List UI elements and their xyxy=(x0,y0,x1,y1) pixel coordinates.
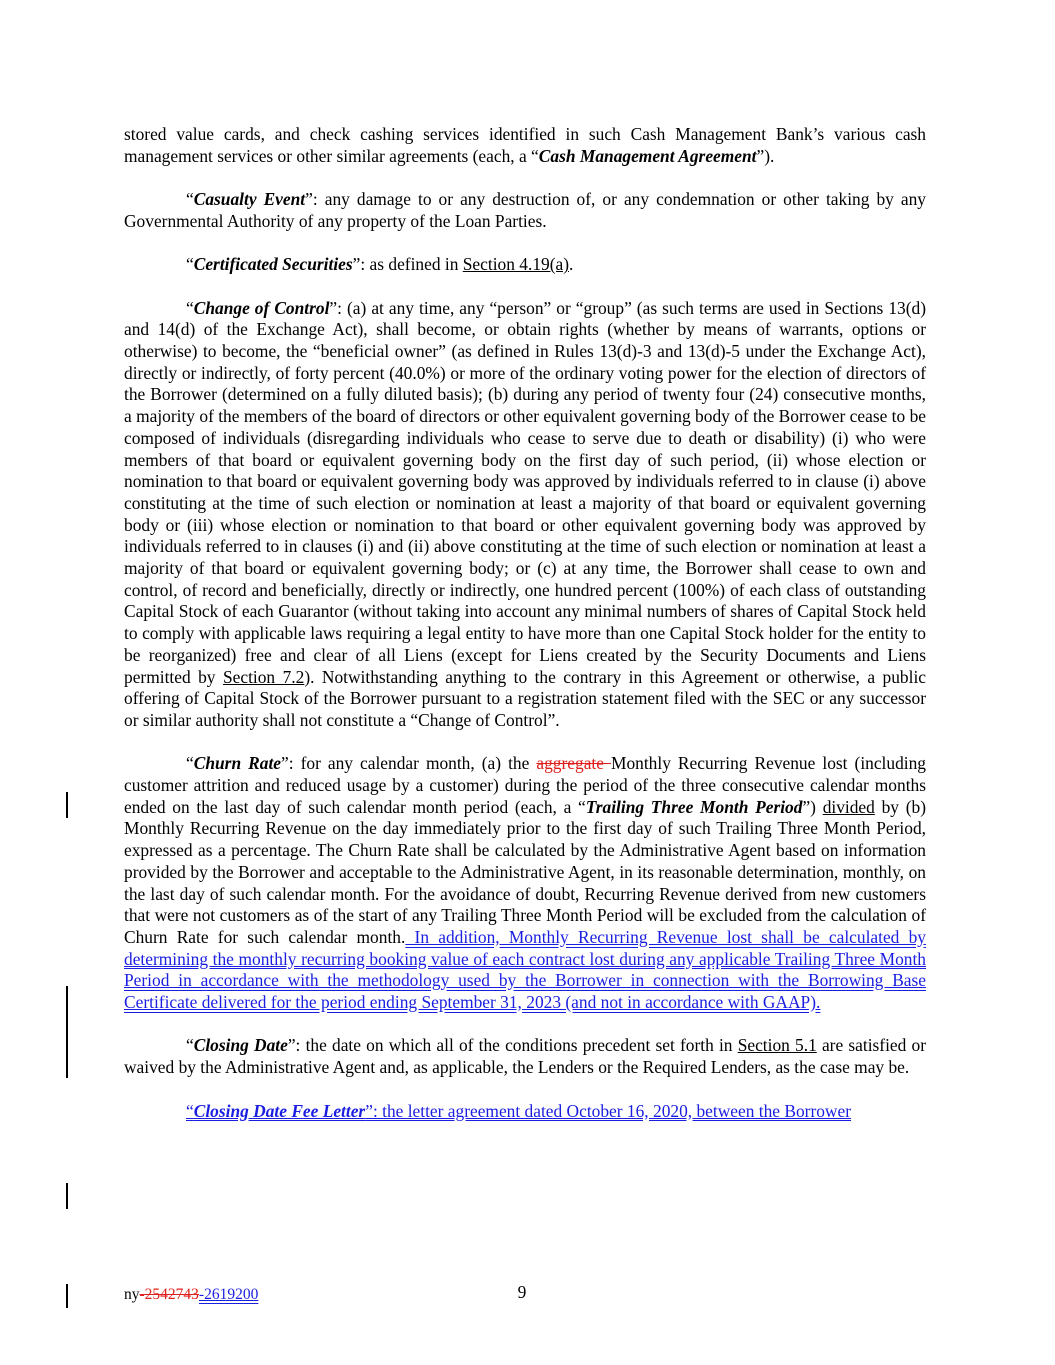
inserted-doc-id: -2619200 xyxy=(198,1286,259,1303)
definition-closing-date: “Closing Date”: the date on which all of the conditions precedent set forth in Section 5.1 are satisfied or waived by the Administrative Agent and, as applicable, the Lenders or the Required Lenders, as the case may be. xyxy=(124,1035,927,1078)
defined-term: Certificated Securities xyxy=(193,254,353,275)
page-number: 9 xyxy=(517,1282,527,1302)
inserted-text: “Closing Date Fee Letter”: the letter agreement dated October 16, 2020, between the Borrower xyxy=(186,1100,851,1121)
paragraph-cash-management: stored value cards, and check cashing services identified in such Cash Management Bank’s various cash management services or other similar agreements (each, a “Cash Management Agreement”). xyxy=(124,124,926,166)
definition-certificated-securities: “Certificated Securities”: as defined in Section 4.19(a). xyxy=(186,254,574,275)
change-bar xyxy=(66,1183,68,1209)
defined-term: Change of Control xyxy=(193,297,330,318)
defined-term: Closing Date xyxy=(193,1035,288,1056)
section-reference: Section 7.2 xyxy=(222,666,305,687)
defined-term: Closing Date Fee Letter xyxy=(193,1100,366,1121)
inserted-text: In addition, Monthly Recurring Revenue lost shall be calculated by determining the monthly recurring booking value of each contract lost during any applicable Trailing Three Month Period in accordance with the methodology used by the Borrower in connection with the Borrowing Base Certificate delivered for the period ending September 31, 2023 (and not in accordance with GAAP). xyxy=(124,926,926,1013)
defined-term: Churn Rate xyxy=(193,753,281,774)
definition-closing-date-fee-letter xyxy=(124,1101,926,1123)
change-bar xyxy=(66,1284,68,1308)
underlined-word: divided xyxy=(822,796,875,817)
definition-casualty-event: “Casualty Event”: any damage to or any destruction of, or any condemnation or other taking by any Governmental Authority of any property of the Loan Parties. xyxy=(124,189,927,231)
document-id: ny-2542743-2619200 xyxy=(124,1286,259,1303)
defined-term: Casualty Event xyxy=(193,189,306,210)
definition-churn-rate: “Churn Rate”: for any calendar month, (a) the aggregate Monthly Recurring Revenue lost (including customer attrition and reduced usage by a customer) during the period of the three consecutive calendar months ended on the last day of such calendar month period (each, a “Trailing Three Month Period”) divided by (b) Monthly Recurring Revenue on the day immediately prior to the first day of such Trailing Three Month Period, expressed as a percentage. The Churn Rate shall be calculated by the Administrative Agent based on information provided by the Borrower and acceptable to the Administrative Agent, in its reasonable determination, monthly, on the last day of such calendar month. For the avoidance of doubt, Recurring Revenue derived from new customers that were not customers as of the start of any Trailing Three Month Period will be excluded from the calculation of Churn Rate for such calendar month. In addition, Monthly Recurring Revenue lost shall be calculated by determining the monthly recurring booking value of each contract lost during any applicable Trailing Three Month Period in accordance with the methodology used by the Borrower in connection with the Borrowing Base Certificate delivered for the period ending September 31, 2023 (and not in accordance with GAAP). xyxy=(124,753,927,1013)
deleted-doc-id: -2542743 xyxy=(139,1286,199,1303)
section-reference: Section 4.19(a) xyxy=(462,254,570,275)
change-bar xyxy=(66,986,68,1078)
definition-change-of-control: “Change of Control”: (a) at any time, any “person” or “group” (as such terms are used in Sections 13(d) and 14(d) of the Exchange Act), shall become, or obtain rights (whether by means of warrants, options or otherwise) to become, the “beneficial owner” (as defined in Rules 13(d)-3 and 13(d)-5 under the Exchange Act), directly or indirectly, of forty percent (40.0%) or more of the ordinary voting power for the election of directors of the Borrower (determined on a fully diluted basis); (b) during any period of twenty four (24) consecutive months, a majority of the members of the board of directors or other equivalent governing body of the Borrower cease to be composed of individuals (disregarding individuals who cease to serve due to death or disability) (i) who were members of that board or equivalent governing body on the first day of such period, (ii) whose election or nomination to that board or equivalent governing body was approved by individuals referred to in clause (i) above constituting at the time of such election or nomination at least a majority of that board or equivalent governing body or (iii) whose election or nomination to that board or other equivalent governing body was approved by individuals referred to in clauses (i) and (ii) above constituting at the time of such election or nomination at least a majority of that board or equivalent governing body; or (c) at any time, the Borrower shall cease to own and control, of record and beneficially, directly or indirectly, one hundred percent (100%) of each class of outstanding Capital Stock of each Guarantor (without taking into account any minimal numbers of shares of Capital Stock held to comply with applicable laws requiring a legal entity to have more than one Capital Stock holder for the entity to be reorganized) free and clear of all Liens (except for Liens created by the Security Documents and Liens permitted by Section 7.2). Notwithstanding anything to the contrary in this Agreement or otherwise, a public offering of Capital Stock of the Borrower pursuant to a registration statement filed with the SEC or any successor or similar authority shall not constitute a “Change of Control”. xyxy=(124,297,927,730)
defined-term: Trailing Three Month Period xyxy=(585,796,803,817)
deleted-text: aggregate xyxy=(536,753,611,774)
section-reference: Section 5.1 xyxy=(737,1035,817,1056)
document-body xyxy=(124,124,926,1122)
change-bar xyxy=(66,792,68,818)
defined-term: Cash Management Agreement xyxy=(538,145,757,166)
